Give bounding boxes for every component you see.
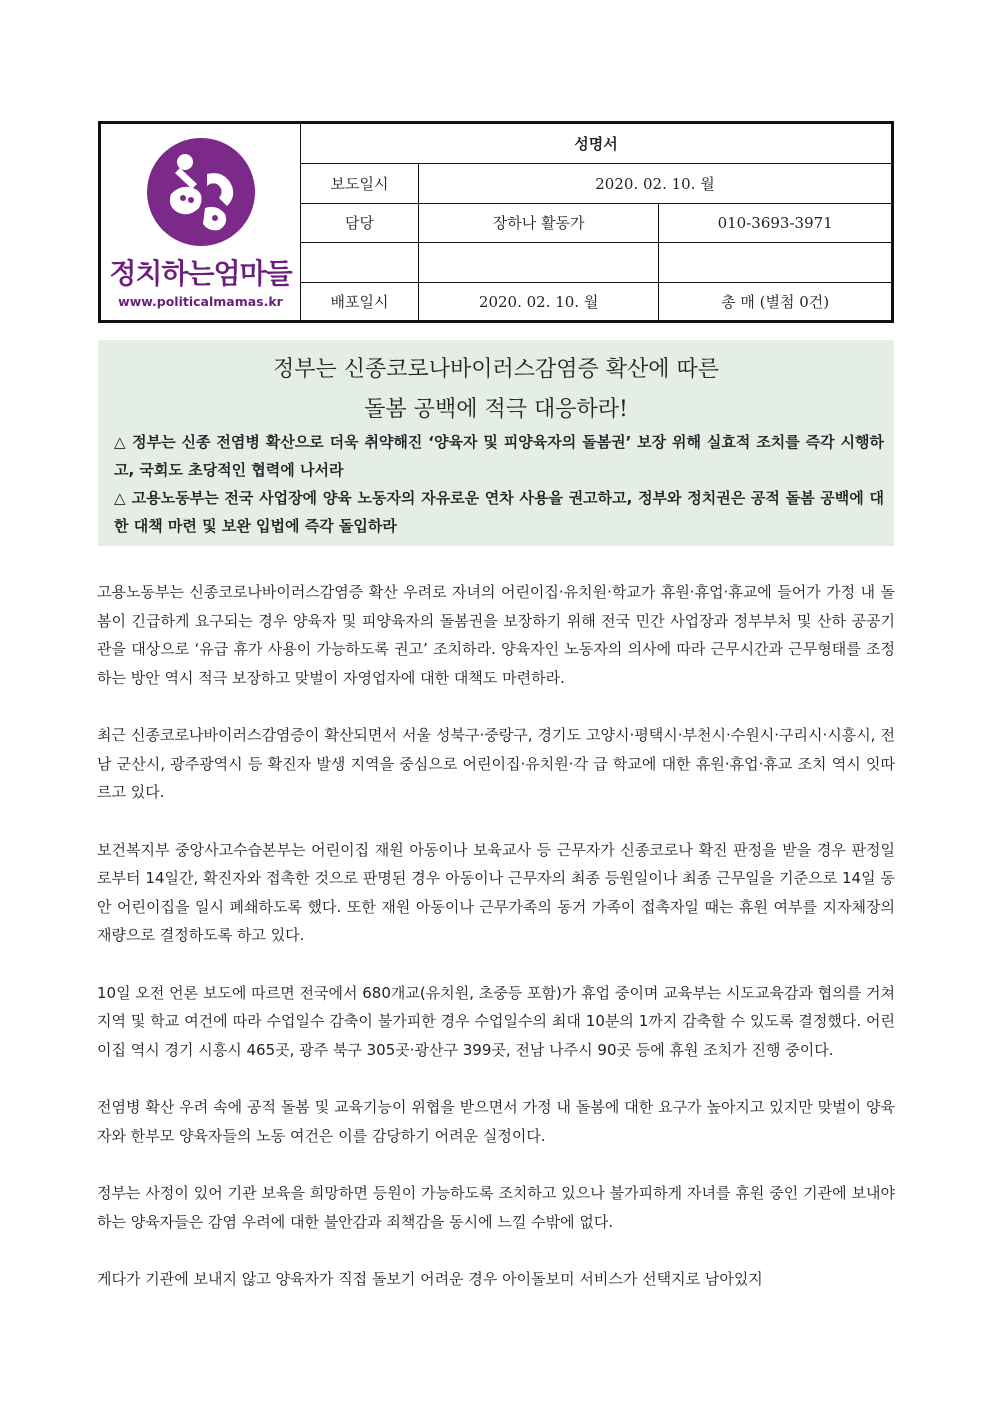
organization-url: www.politicalmamas.kr [118, 294, 283, 309]
organization-logo [101, 124, 300, 320]
contact-label: 담당 [301, 203, 419, 242]
body-paragraph: 게다가 기관에 보내지 않고 양육자가 직접 돌보기 어려운 경우 아이돌보미 서비스가 선택지로 남아있지 [97, 1270, 763, 1288]
logo-cell [100, 123, 301, 322]
summary-bullet: △ 고용노동부는 전국 사업장에 양육 노동자의 자유로운 연차 사용을 권고하고, 정부와 정치권은 공적 돌봄 공백에 대한 대책 마련 및 보완 입법에 즉각 돌입하라 [114, 489, 884, 535]
distribution-date-label: 배포일시 [301, 282, 419, 321]
distribution-date-value: 2020. 02. 10. 월 [419, 282, 659, 321]
body-paragraph: 고용노동부는 신종코로나바이러스감염증 확산 우려로 자녀의 어린이집·유치원·학교가 휴원·휴업·휴교에 들어가 가정 내 돌봄이 긴급하게 요구되는 경우 양육자 및 피양육자의 돌봄권을 보장하기 위해 전국 민간 사업장과 정부부처 및 산하 공공기관을 대상으로 ‘유급 휴가 사용이 가능하도록 권고’ 조치하라. 양육자인 노동자의 의사에 따라 근무시간과 근무형태를 조정하는 방안 역시 적극 보장하고 맞벌이 자영업자에 대한 대책도 마련하라. [97, 583, 895, 687]
empty-label-cell [301, 243, 419, 282]
summary-bullets [114, 428, 884, 540]
press-release-header-table [98, 121, 894, 323]
body-text [97, 578, 895, 1323]
release-date-value: 2020. 02. 10. 월 [419, 164, 893, 203]
body-paragraph: 10일 오전 언론 보도에 따르면 전국에서 680개교(유치원, 초중등 포함)가 휴업 중이며 교육부는 시도교육감과 협의를 거쳐 지역 및 학교 여건에 따라 수업일수 감축이 불가피한 경우 수업일수의 최대 10분의 1까지 감축할 수 있도록 결정했다. 어린이집 역시 경기 시흥시 465곳, 광주 북구 305곳·광산구 399곳, 전남 나주시 90곳 등에 휴원 조치가 진행 중이다. [97, 983, 895, 1059]
release-date-label: 보도일시 [301, 164, 419, 203]
headline-line-2: 돌봄 공백에 적극 대응하라! [364, 397, 628, 422]
headline-line-1: 정부는 신종코로나바이러스감염증 확산에 따른 [272, 357, 720, 382]
body-paragraph: 전염병 확산 우려 속에 공적 돌봄 및 교육기능이 위협을 받으면서 가정 내 돌봄에 대한 요구가 높아지고 있지만 맞벌이 양육자와 한부모 양육자들의 노동 여건은 이를 감당하기 어려운 실정이다. [97, 1098, 895, 1145]
body-paragraph: 보건복지부 중앙사고수습본부는 어린이집 재원 아동이나 보육교사 등 근무자가 신종코로나 확진 판정을 받을 경우 판정일로부터 14일간, 확진자와 접촉한 것으로 판명된 경우 아동이나 근무자의 최종 등원일이나 최종 근무일을 기준으로 14일 동안 어린이집을 일시 폐쇄하도록 했다. 또한 재원 아동이나 근무가족의 동거 가족이 접촉자일 때는 휴원 여부를 지자체장의 재량으로 결정하도록 하고 있다. [97, 840, 895, 944]
empty-cell [419, 243, 659, 282]
political-mamas-logo-icon [145, 136, 257, 248]
contact-phone: 010-3693-3971 [659, 203, 893, 242]
document-title: 성명서 [301, 123, 893, 164]
page-count: 총 매 (별첨 0건) [659, 282, 893, 321]
organization-name: 정치하는엄마들 [109, 257, 292, 290]
summary-bullet: △ 정부는 신종 전염병 확산으로 더욱 취약해진 ‘양육자 및 피양육자의 돌봄권’ 보장 위해 실효적 조치를 즉각 시행하고, 국회도 초당적인 협력에 나서라 [114, 433, 884, 479]
contact-name: 장하나 활동가 [419, 203, 659, 242]
body-paragraph: 정부는 사정이 있어 기관 보육을 희망하면 등원이 가능하도록 조치하고 있으나 불가피하게 자녀를 휴원 중인 기관에 보내야 하는 양육자들은 감염 우려에 대한 불안감과 죄책감을 동시에 느낄 수밖에 없다. [97, 1184, 895, 1231]
summary-box [98, 340, 894, 546]
empty-cell [659, 243, 893, 282]
body-paragraph: 최근 신종코로나바이러스감염증이 확산되면서 서울 성북구·중랑구, 경기도 고양시·평택시·부천시·수원시·구리시·시흥시, 전남 군산시, 광주광역시 등 확진자 발생 지역을 중심으로 어린이집·유치원·각 급 학교에 대한 휴원·휴업·휴교 조치 역시 잇따르고 있다. [97, 726, 895, 801]
